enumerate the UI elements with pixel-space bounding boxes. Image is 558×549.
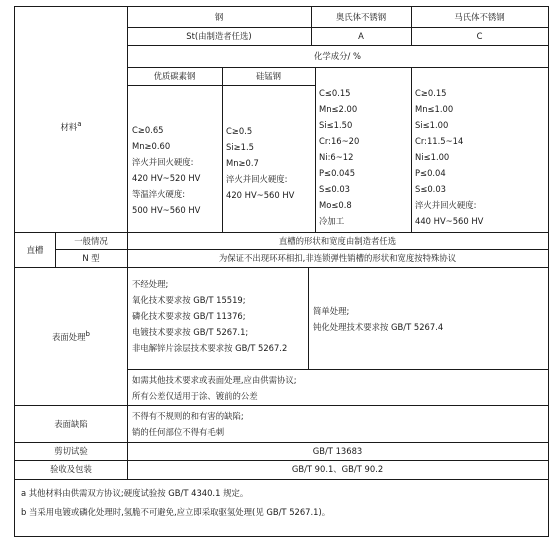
carbon-line: Mn≥0.60 [132,141,171,151]
slot-n-text: 为保证不出现环环相扣,非连锁弹性销槽的形状和宽度按特殊协议 [218,253,457,263]
austenitic-line: S≤0.03 [319,184,350,194]
rule [127,232,128,479]
carbon-line: C≥0.65 [132,125,164,135]
slot-n-label: N 型 [82,253,100,263]
defects-label: 表面缺陷 [54,419,88,429]
shear-label: 剪切试验 [54,446,88,456]
rule [127,45,548,46]
rule [15,479,548,480]
footnote-a-mark: a [77,120,82,129]
material-label [15,119,127,135]
surface-simple-line: 钝化处理技术要求按 GB/T 5267.4 [313,322,444,332]
surface-untreated-line: 非电解锌片涂层技术要求按 GB/T 5267.2 [132,343,288,353]
martensitic-line: Si≤1.00 [415,120,449,130]
header-grade-a: A [358,31,364,41]
martensitic-line: S≤0.03 [415,184,446,194]
austenitic-line: P≤0.045 [319,168,356,178]
footnote-a: a 其他材料由供需双方协议;硬度试验按 GB/T 4340.1 规定。 [21,488,249,498]
rule [127,85,315,86]
martensitic-line: Mn≤1.00 [415,104,454,114]
footnote-b: b 当采用电镀或磷化处理时,氢脆不可避免,应立即采取驱氢处理(见 GB/T 5267.1)。 [21,507,331,517]
simn-line: 420 HV~560 HV [226,190,295,200]
header-chem: 化学成分/ % [314,51,361,61]
carbon-line: 420 HV~520 HV [132,173,201,183]
defects-line: 不得有不规则的和有害的缺陷; [132,411,244,421]
slot-label: 直槽 [26,245,44,255]
rule [315,67,316,232]
austenitic-line: C≤0.15 [319,88,351,98]
surface-untreated-line: 磷化技术要求按 GB/T 11376; [132,311,246,321]
simn-line: Si≥1.5 [226,142,254,152]
rule [411,67,412,232]
martensitic-line: P≤0.04 [415,168,446,178]
martensitic-line: C≥0.15 [415,88,447,98]
header-austenitic: 奥氏体不锈钢 [335,12,387,22]
slot-general-label: 一般情况 [74,236,108,246]
rule [308,267,309,369]
rule [15,267,548,268]
header-steel: 钢 [214,12,224,22]
surface-other-line: 所有公差仅适用于涂、镀前的公差 [132,391,258,401]
rule [15,405,548,406]
carbon-line: 500 HV~560 HV [132,205,201,215]
martensitic-line: 淬火并回火硬度: [415,200,477,210]
rule [127,369,548,370]
simn-line: 淬火并回火硬度: [226,174,288,184]
rule [222,67,223,232]
acceptance-label: 验收及包装 [50,464,92,474]
footnote-b-mark: b [85,330,90,339]
simn-line: C≥0.5 [226,126,253,136]
carbon-line: 淬火并回火硬度: [132,157,194,167]
carbon-line: 等温淬火硬度: [132,189,186,199]
simn-line: Mn≥0.7 [226,158,259,168]
header-martensitic: 马氏体不锈钢 [454,12,505,22]
header-simn-steel: 硅锰钢 [255,71,282,81]
surface-label-text: 表面处理 [52,332,86,342]
austenitic-line: 冷加工 [319,216,345,226]
austenitic-line: Mn≤2.00 [319,104,358,114]
acceptance-value: GB/T 90.1、GB/T 90.2 [291,464,384,474]
material-label-text: 材料 [60,122,78,132]
austenitic-line: Cr:16~20 [319,136,360,146]
austenitic-line: Mo≤0.8 [319,200,352,210]
austenitic-line: Ni:6~12 [319,152,354,162]
surface-untreated-line: 电镀技术要求按 GB/T 5267.1; [132,327,249,337]
martensitic-line: 440 HV~560 HV [415,216,484,226]
austenitic-line: Si≤1.50 [319,120,353,130]
shear-value: GB/T 13683 [312,446,363,456]
header-st: St(由制造者任选) [186,31,252,41]
martensitic-line: Cr:11.5~14 [415,136,464,146]
surface-label [15,329,127,345]
slot-general-text: 直槽的形状和宽度由制造者任选 [278,236,397,246]
surface-simple-line: 简单处理; [313,306,350,316]
defects-line: 销的任何部位不得有毛刺 [132,427,225,437]
surface-other-line: 如需其他技术要求或表面处理,应由供需协议; [132,375,297,385]
surface-untreated-line: 氧化技术要求按 GB/T 15519; [132,295,246,305]
spec-table [14,6,549,537]
surface-untreated-line: 不经处理; [132,279,169,289]
header-grade-c: C [476,31,483,41]
header-carbon-steel: 优质碳素钢 [153,71,196,81]
martensitic-line: Ni≤1.00 [415,152,450,162]
